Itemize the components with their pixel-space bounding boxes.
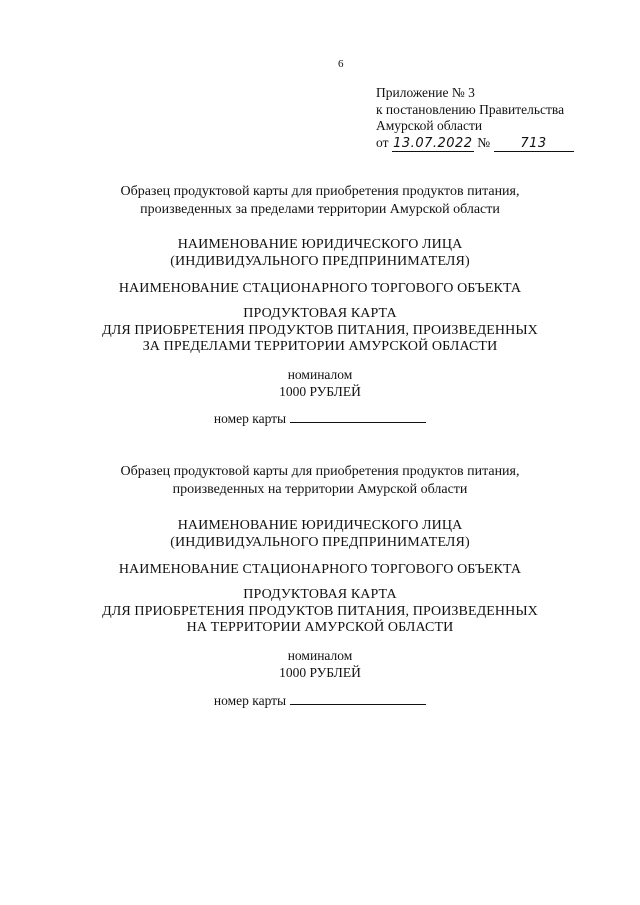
sample-1-card-number-blank xyxy=(290,411,426,423)
sample-1-legal-entity-line-2: (ИНДИВИДУАЛЬНОГО ПРЕДПРИНИМАТЕЛЯ) xyxy=(170,253,470,269)
date-prefix: от xyxy=(376,134,389,150)
sample-2-card-title-line-1: ПРОДУКТОВАЯ КАРТА xyxy=(243,587,397,602)
sample-1-card-title-line-1: ПРОДУКТОВАЯ КАРТА xyxy=(243,306,397,321)
sample-1-caption-line-1: Образец продуктовой карты для приобретения продуктов питания, xyxy=(120,184,520,199)
sample-1-card-number-label: номер карты xyxy=(213,411,287,426)
sample-1-caption xyxy=(0,183,640,219)
appendix-title: Приложение № 3 xyxy=(376,85,475,100)
sample-2-card-number-blank xyxy=(290,693,426,705)
sample-2-legal-entity-line-1: НАИМЕНОВАНИЕ ЮРИДИЧЕСКОГО ЛИЦА xyxy=(177,518,463,533)
handwritten-number: 713 xyxy=(494,137,574,152)
sample-2-card-number xyxy=(0,693,640,709)
sample-2-card-number-label: номер карты xyxy=(213,693,287,708)
sample-1-nominal-value: 1000 РУБЛЕЙ xyxy=(279,383,361,399)
sample-1-card-title-line-2: ДЛЯ ПРИОБРЕТЕНИЯ ПРОДУКТОВ ПИТАНИЯ, ПРОИЗВЕДЕННЫХ xyxy=(102,322,538,338)
sample-2-card-title xyxy=(0,587,640,637)
number-prefix: № xyxy=(477,134,491,150)
sample-2-caption-line-1: Образец продуктовой карты для приобретения продуктов питания, xyxy=(120,464,520,479)
sample-2-caption xyxy=(0,463,640,499)
sample-2-store-name xyxy=(0,562,640,579)
sample-1-store-name-text: НАИМЕНОВАНИЕ СТАЦИОНАРНОГО ТОРГОВОГО ОБЪЕКТА xyxy=(118,281,522,296)
appendix-resolution-line: к постановлению Правительства xyxy=(376,101,565,117)
appendix-region-line: Амурской области xyxy=(376,118,483,133)
sample-1-store-name xyxy=(0,281,640,298)
sample-2-legal-entity-line-2: (ИНДИВИДУАЛЬНОГО ПРЕДПРИНИМАТЕЛЯ) xyxy=(170,534,470,550)
sample-1-card-title xyxy=(0,306,640,356)
appendix-header xyxy=(376,85,574,152)
sample-2-store-name-text: НАИМЕНОВАНИЕ СТАЦИОНАРНОГО ТОРГОВОГО ОБЪЕКТА xyxy=(118,562,522,577)
appendix-date-line xyxy=(376,135,574,152)
sample-1-nominal xyxy=(0,367,640,400)
sample-2-nominal-label: номиналом xyxy=(287,648,353,663)
sample-2-legal-entity xyxy=(0,518,640,551)
handwritten-date: 13.07.2022 xyxy=(393,135,473,151)
sample-2-card-title-line-3: НА ТЕРРИТОРИИ АМУРСКОЙ ОБЛАСТИ xyxy=(186,620,454,635)
sample-1-card-title-line-3: ЗА ПРЕДЕЛАМИ ТЕРРИТОРИИ АМУРСКОЙ ОБЛАСТИ xyxy=(142,339,498,354)
sample-1-caption-line-2: произведенных за пределами территории Амурской области xyxy=(140,202,500,217)
sample-1-legal-entity-line-1: НАИМЕНОВАНИЕ ЮРИДИЧЕСКОГО ЛИЦА xyxy=(177,237,463,252)
sample-2-card-title-line-2: ДЛЯ ПРИОБРЕТЕНИЯ ПРОДУКТОВ ПИТАНИЯ, ПРОИЗВЕДЕННЫХ xyxy=(102,603,538,619)
sample-1-card-number xyxy=(0,411,640,427)
sample-2-caption-line-2: произведенных на территории Амурской области xyxy=(172,482,468,497)
sample-2-nominal xyxy=(0,648,640,681)
sample-1-nominal-label: номиналом xyxy=(287,367,353,382)
sample-1-legal-entity xyxy=(0,237,640,270)
page-number: 6 xyxy=(338,58,344,70)
sample-2-nominal-value: 1000 РУБЛЕЙ xyxy=(279,664,361,680)
